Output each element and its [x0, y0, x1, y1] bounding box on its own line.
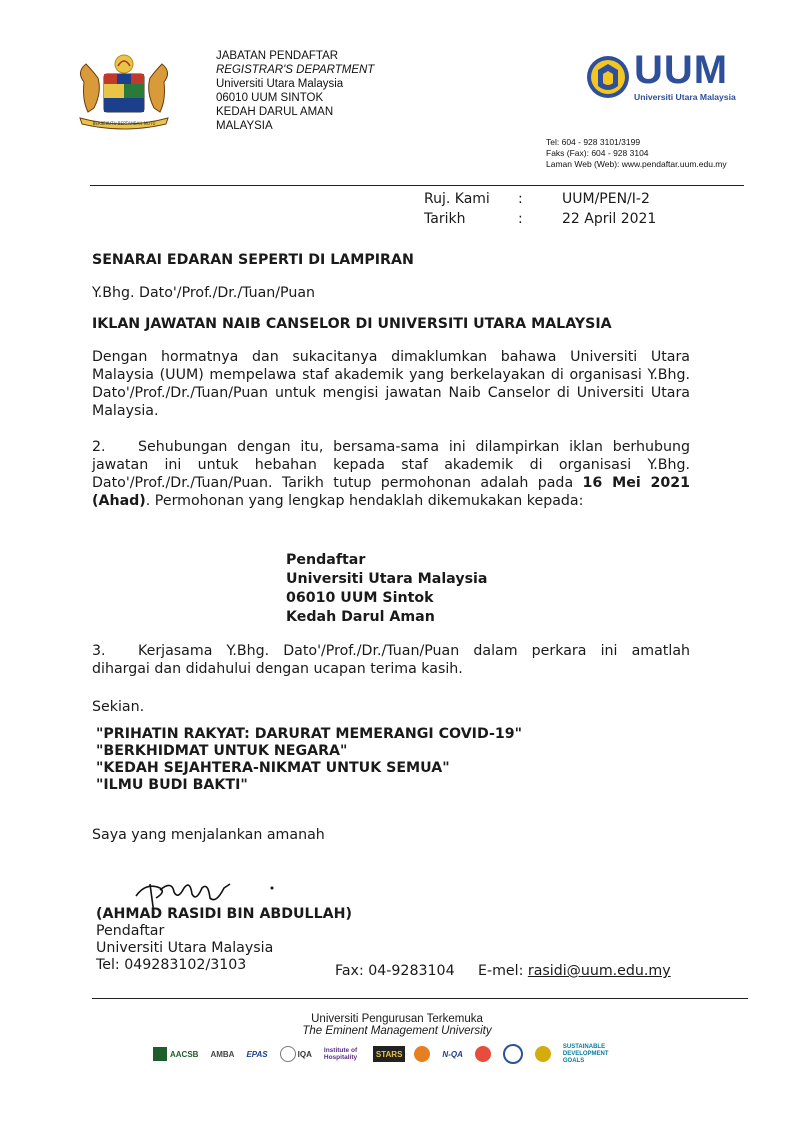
- signer-name: (AHMAD RASIDI BIN ABDULLAH): [96, 906, 352, 922]
- recipient-line: SENARAI EDARAN SEPERTI DI LAMPIRAN: [92, 252, 414, 268]
- iqa-logo: IQA: [277, 1043, 315, 1065]
- dept-line: REGISTRAR'S DEPARTMENT: [216, 64, 375, 76]
- slogans: [96, 726, 522, 794]
- dept-line: Universiti Utara Malaysia: [216, 78, 344, 90]
- paragraph-2-text-b: . Permohonan yang lengkap hendaklah dikemukakan kepada:: [145, 493, 584, 509]
- footer-tagline-english: The Eminent Management University: [302, 1025, 492, 1037]
- signer-email: [478, 963, 671, 979]
- slogan-line: "ILMU BUDI BAKTI": [96, 777, 248, 793]
- footer-tagline-malay: Universiti Pengurusan Terkemuka: [311, 1013, 483, 1025]
- epas-logo: EPAS: [246, 1049, 268, 1059]
- paragraph-number: 3.: [92, 643, 106, 659]
- crest-motto: BERSEKUTU BERTAMBAH MUTU: [92, 121, 156, 126]
- stars-logo: STARS: [373, 1046, 406, 1062]
- nqa-logo: N-QA: [442, 1049, 463, 1059]
- closing-word: Sekian.: [92, 699, 145, 715]
- award-icon: [472, 1043, 494, 1065]
- ruj-value: UUM/PEN/I-2: [562, 191, 650, 207]
- email-label: E-mel:: [478, 963, 528, 979]
- closing-date: 16 Mei 2021 (Ahad): [92, 475, 690, 509]
- tarikh-colon: :: [518, 211, 523, 227]
- paragraph-2: [92, 438, 690, 510]
- subject-line: IKLAN JAWATAN NAIB CANSELOR DI UNIVERSITI UTARA MALAYSIA: [92, 316, 612, 332]
- sdg-logo: SUSTAINABLE DEVELOPMENT GOALS: [562, 1043, 609, 1064]
- footer-divider: [92, 998, 748, 999]
- department-address: [216, 49, 374, 133]
- tarikh-label: Tarikh: [424, 211, 466, 227]
- signer-block: [96, 906, 352, 974]
- mailing-address: [286, 551, 487, 627]
- signer-title: Pendaftar: [96, 923, 165, 939]
- dept-line: KEDAH DARUL AMAN: [216, 106, 334, 118]
- paragraph-2-text-a: Sehubungan dengan itu, bersama-sama ini dilampirkan iklan berhubung jawatan ini untuk hebahan kepada staf akademik di organisasi Y.Bhg. Dato'/Prof./Dr./Tuan/Puan. Tarikh tutup permohonan adalah pada: [92, 439, 690, 491]
- contact-web: Laman Web (Web): www.pendaftar.uum.edu.my: [546, 159, 727, 169]
- address-line: 06010 UUM Sintok: [286, 590, 434, 606]
- email-link[interactable]: rasidi@uum.edu.my: [527, 963, 671, 979]
- paragraph-3: [92, 642, 690, 678]
- ruj-colon: :: [518, 191, 523, 207]
- slogan-line: "PRIHATIN RAKYAT: DARURAT MEMERANGI COVID-19": [96, 726, 523, 742]
- trust-line: Saya yang menjalankan amanah: [92, 827, 325, 843]
- dept-line: MALAYSIA: [216, 120, 273, 132]
- accreditation-logos: [150, 1041, 670, 1067]
- slogan-line: "BERKHIDMAT UNTUK NEGARA": [96, 743, 348, 759]
- malaysia-crest-logo: [72, 52, 176, 132]
- contact-info: [546, 137, 727, 170]
- uum-subtitle: Universiti Utara Malaysia: [634, 92, 736, 102]
- amba-logo: AMBA: [210, 1049, 235, 1059]
- slogan-line: "KEDAH SEJAHTERA-NIKMAT UNTUK SEMUA": [96, 760, 450, 776]
- paragraph-3-text: Kerjasama Y.Bhg. Dato'/Prof./Dr./Tuan/Puan dalam perkara ini amatlah dihargai dan didahului dengan ucapan terima kasih.: [92, 643, 690, 677]
- dept-line: JABATAN PENDAFTAR: [216, 50, 339, 62]
- uum-logo: [584, 50, 744, 110]
- signer-org: Universiti Utara Malaysia: [96, 940, 274, 956]
- header-divider: [90, 185, 744, 186]
- address-line: Pendaftar: [286, 552, 366, 568]
- aacsb-logo: AACSB: [150, 1043, 201, 1065]
- dept-line: 06010 UUM SINTOK: [216, 92, 324, 104]
- gold-medal-icon: [532, 1043, 554, 1065]
- paragraph-1: Dengan hormatnya dan sukacitanya dimaklumkan bahawa Universiti Utara Malaysia (UUM) mempelawa staf akademik yang berkelayakan di organisasi Y.Bhg. Dato'/Prof./Dr./Tuan/Puan untuk mengisi jawatan Naib Canselor di Universiti Utara Malaysia.: [92, 349, 690, 419]
- uum-seal-icon: [584, 50, 632, 108]
- iqa-icon: [280, 1046, 296, 1062]
- seal-icon: [411, 1043, 433, 1065]
- contact-fax: Faks (Fax): 604 - 928 3104: [546, 148, 649, 158]
- signer-tel: Tel: 049283102/3103: [96, 957, 247, 973]
- badge-icon: [500, 1043, 526, 1065]
- contact-tel: Tel: 604 - 928 3101/3199: [546, 137, 641, 147]
- signer-fax: Fax: 04-9283104: [335, 963, 455, 979]
- ruj-label: Ruj. Kami: [424, 191, 490, 207]
- uum-wordmark: UUM: [634, 48, 729, 92]
- salutation: Y.Bhg. Dato'/Prof./Dr./Tuan/Puan: [92, 285, 316, 301]
- tarikh-value: 22 April 2021: [562, 211, 657, 227]
- address-line: Universiti Utara Malaysia: [286, 571, 488, 587]
- address-line: Kedah Darul Aman: [286, 609, 435, 625]
- aacsb-icon: [153, 1047, 167, 1061]
- institute-of-hospitality-logo: Institute of Hospitality: [323, 1047, 358, 1061]
- paragraph-number: 2.: [92, 439, 106, 455]
